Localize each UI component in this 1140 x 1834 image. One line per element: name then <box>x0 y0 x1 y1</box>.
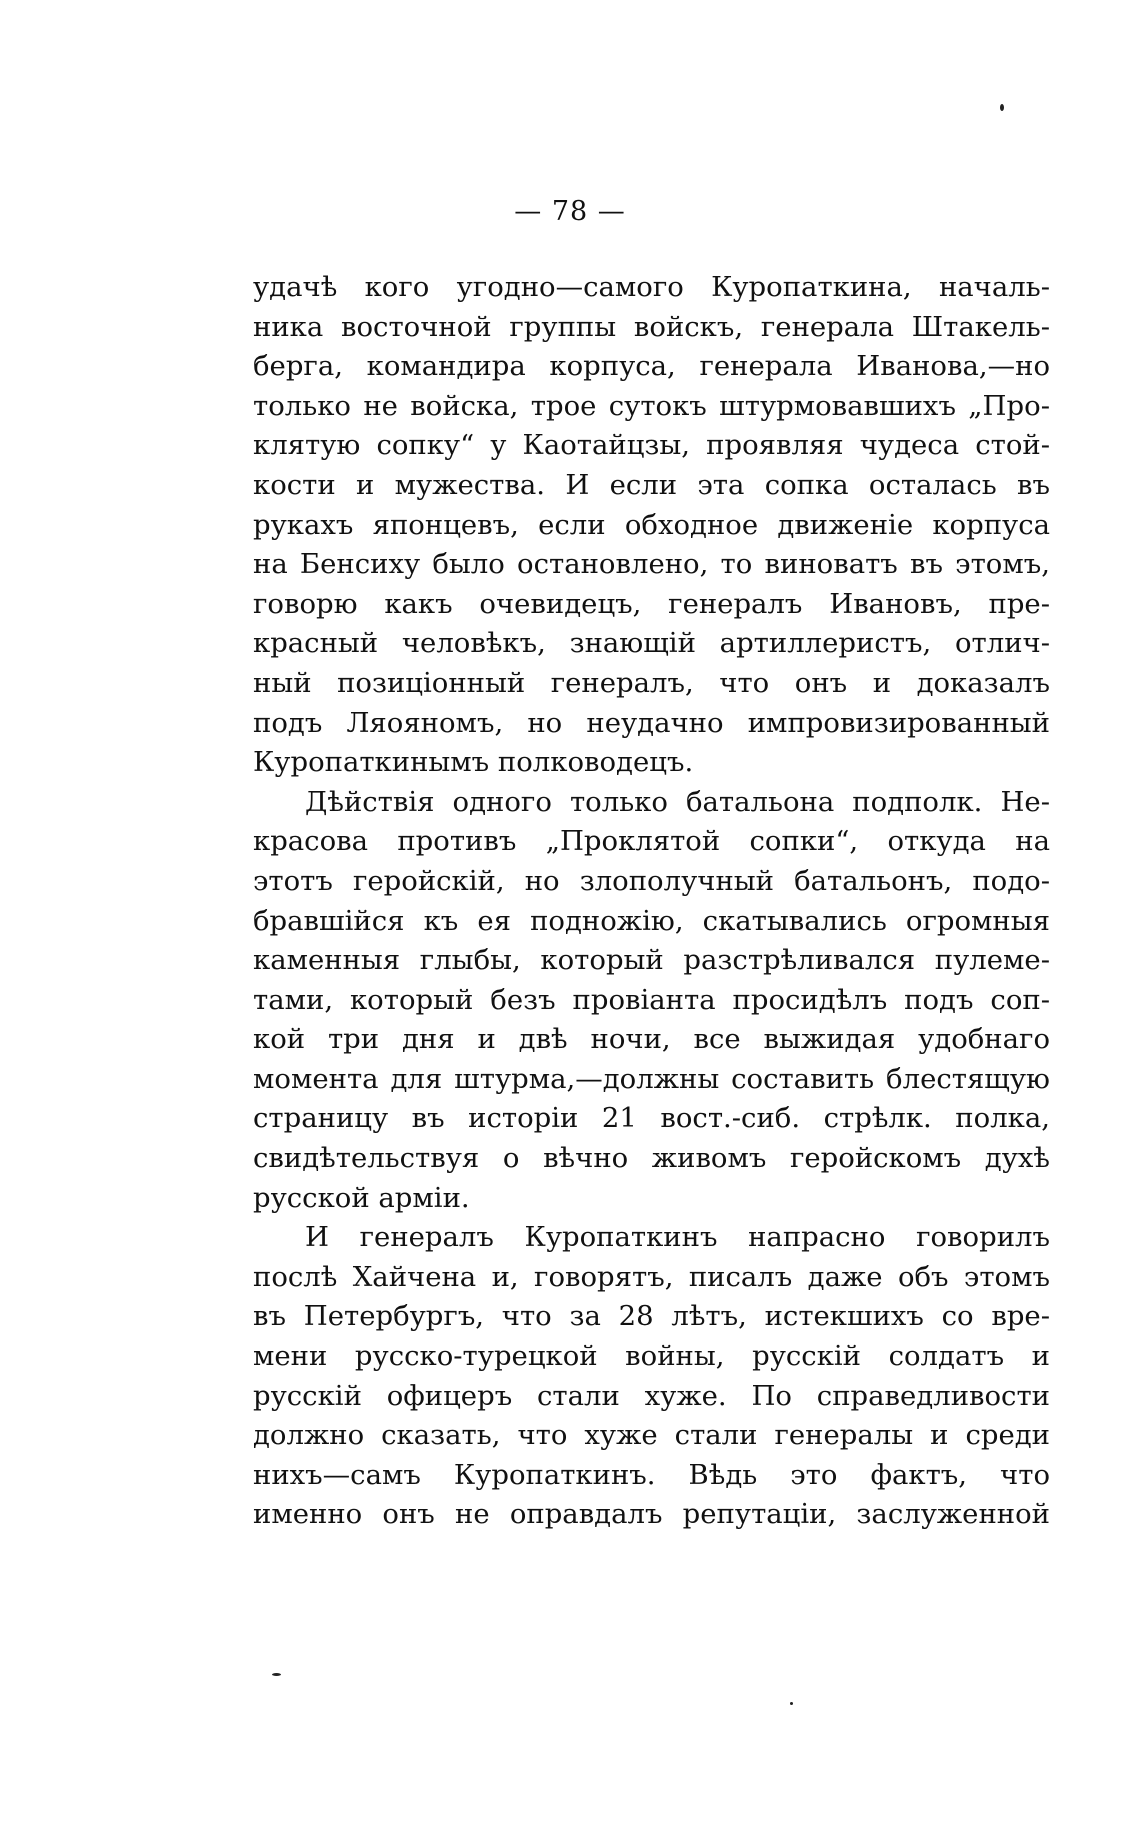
text-line: кости и мужества. И если эта сопка осталась въ <box>253 468 1050 501</box>
text-line: подъ Ляояномъ, но неудачно импровизированный <box>253 706 1050 739</box>
text-line: рукахъ японцевъ, если обходное движеніе корпуса <box>253 508 1050 541</box>
text-line: на Бенсиху было остановлено, то виноватъ въ этомъ, <box>253 548 1050 581</box>
text-line: говорю какъ очевидецъ, генералъ Ивановъ, пре- <box>253 587 1050 620</box>
text-line: мени русско-турецкой войны, русскій солдатъ и <box>253 1340 1050 1373</box>
print-speck <box>790 1702 793 1705</box>
text-line: бравшійся къ ея подножію, скатывались огромныя <box>253 904 1050 937</box>
text-line: Дѣйствія одного только батальона подполк. Не- <box>305 785 1050 818</box>
text-line: послѣ Хайчена и, говорятъ, писалъ даже объ этомъ <box>253 1260 1050 1293</box>
text-line: каменныя глыбы, который разстрѣливался пулеме- <box>253 944 1050 977</box>
text-line: этотъ геройскій, но злополучный батальонъ, подо- <box>253 864 1050 897</box>
text-line: должно сказать, что хуже стали генералы и среди <box>253 1419 1050 1452</box>
text-line: именно онъ не оправдалъ репутаціи, заслуженной <box>253 1498 1050 1531</box>
paragraph <box>253 783 1050 1219</box>
text-line: берга, командира корпуса, генерала Иванова,—но <box>253 350 1050 383</box>
text-line: русскій офицеръ стали хуже. По справедливости <box>253 1379 1050 1412</box>
text-line: ника восточной группы войскъ, генерала Штакель- <box>253 310 1050 343</box>
text-line: красова противъ „Проклятой сопки“, откуда на <box>253 825 1050 858</box>
text-line: страницу въ исторіи 21 вост.-сиб. стрѣлк. полка, <box>253 1102 1050 1135</box>
text-line: только не войска, трое сутокъ штурмовавшихъ „Про- <box>253 389 1050 422</box>
print-speck <box>272 1673 281 1676</box>
text-line: И генералъ Куропаткинъ напрасно говорилъ <box>305 1221 1050 1254</box>
text-line: момента для штурма,—должны составить блестящую <box>253 1062 1050 1095</box>
body-text <box>253 268 1050 1535</box>
text-line: Куропаткинымъ полководецъ. <box>253 746 694 779</box>
paragraph <box>253 268 1050 783</box>
text-line: русской арміи. <box>253 1181 470 1214</box>
print-speck <box>1000 104 1004 111</box>
text-line: удачѣ кого угодно—самого Куропаткина, началь- <box>253 271 1050 303</box>
text-line: въ Петербургъ, что за 28 лѣтъ, истекшихъ со вре- <box>253 1300 1050 1333</box>
page-number: — 78 — <box>514 196 626 227</box>
text-line: тами, который безъ провіанта просидѣлъ подъ соп- <box>253 983 1050 1016</box>
text-line: нихъ—самъ Куропаткинъ. Вѣдь это фактъ, что <box>253 1458 1050 1491</box>
text-line: ный позиціонный генералъ, что онъ и доказалъ <box>253 666 1050 699</box>
paragraph <box>253 1218 1050 1535</box>
text-line: красный человѣкъ, знающій артиллеристъ, отлич- <box>253 627 1050 660</box>
text-line: свидѣтельствуя о вѣчно живомъ геройскомъ духѣ <box>253 1142 1050 1175</box>
text-line: кой три дня и двѣ ночи, все выжидая удобнаго <box>253 1023 1050 1056</box>
text-line: клятую сопку“ у Каотайцзы, проявляя чудеса стой- <box>253 429 1050 462</box>
